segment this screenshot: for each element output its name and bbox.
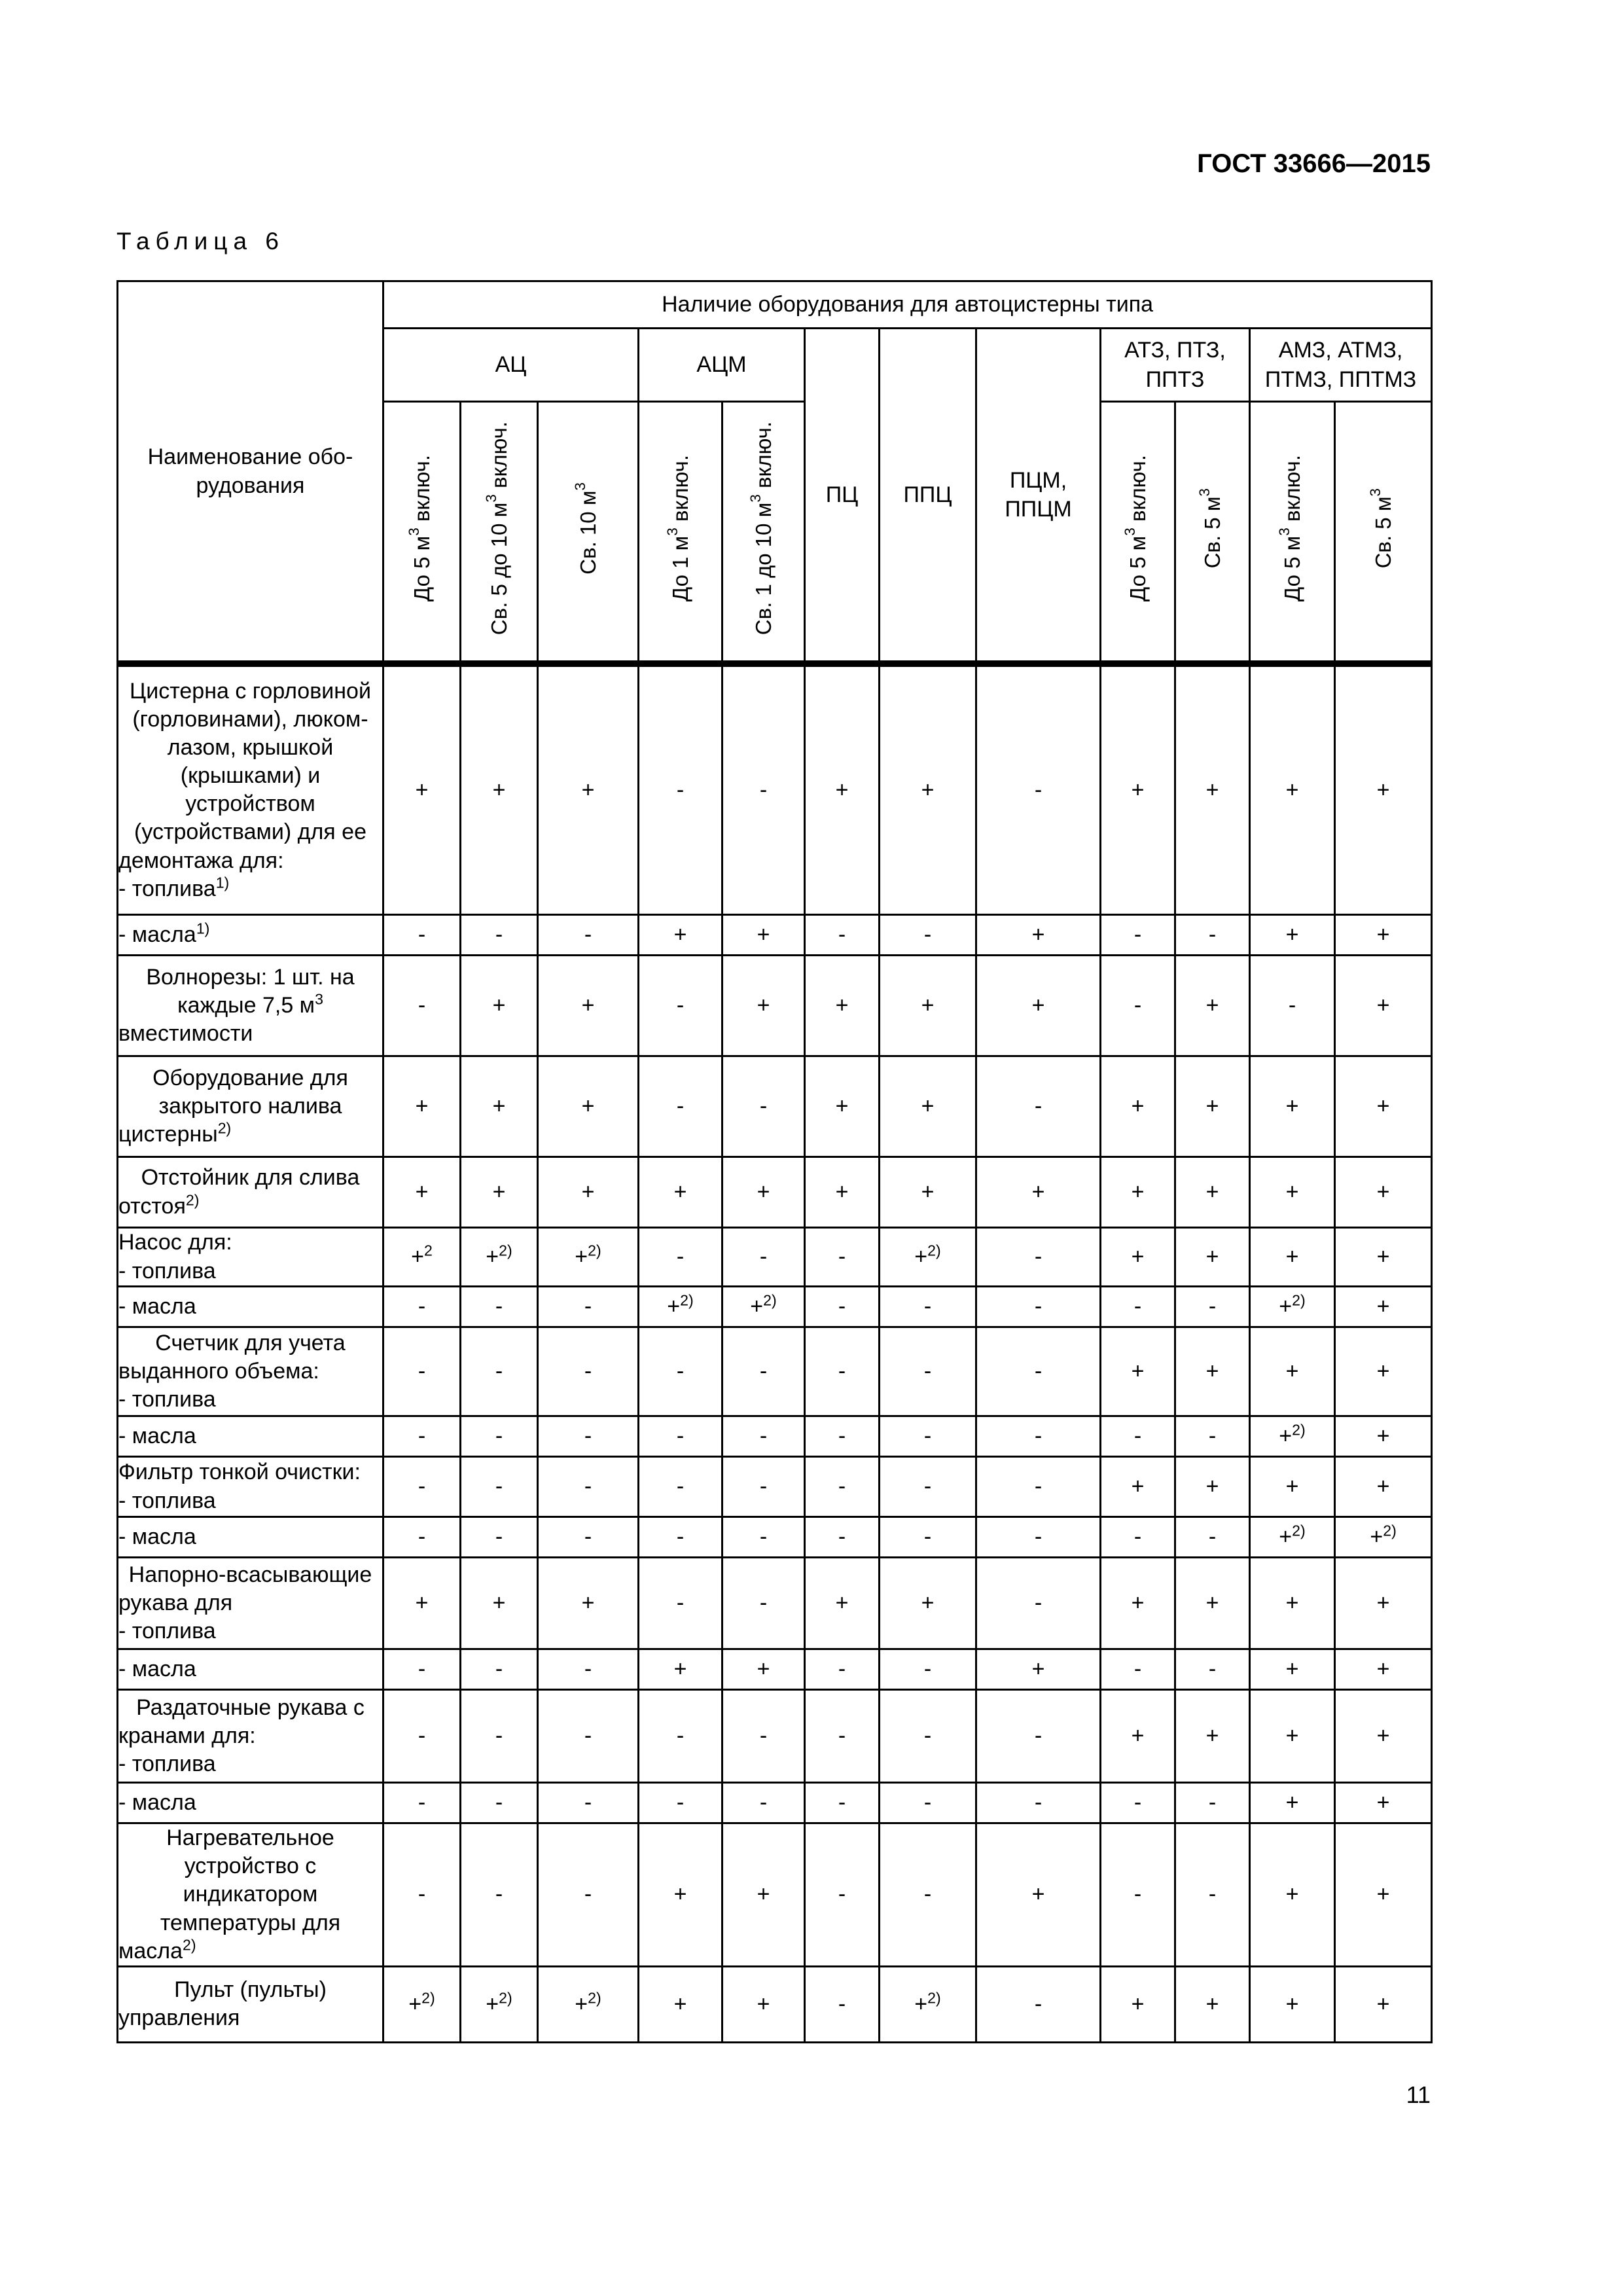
cell: +: [1335, 956, 1432, 1056]
cell: -: [722, 1517, 805, 1558]
header-group-pc: ПЦ: [805, 329, 880, 664]
cell: +$^{2)}$: [538, 1228, 639, 1287]
cell: -: [976, 1966, 1101, 2042]
cell: -: [383, 1457, 461, 1517]
cell: +: [1101, 1327, 1175, 1416]
cell: -: [1175, 1517, 1250, 1558]
cell: +: [1101, 1966, 1175, 2042]
cell: +: [805, 664, 880, 915]
cell: +$^{2)}$: [1250, 1416, 1335, 1457]
header-sub-ac-3: Св. 10 $м^3$: [538, 402, 639, 664]
cell: -: [639, 1228, 722, 1287]
cell: -: [538, 1823, 639, 1967]
cell: -: [1101, 1783, 1175, 1823]
header-equipment-name: Наименование обо-рудования: [118, 281, 383, 664]
cell: -: [461, 1823, 538, 1967]
cell: +: [1335, 1823, 1432, 1967]
cell: -: [538, 1416, 639, 1457]
cell: +: [1335, 1783, 1432, 1823]
cell: +$^{2)}$: [880, 1228, 976, 1287]
table-row: [118, 1228, 1432, 1287]
cell: -: [1175, 1416, 1250, 1457]
cell: -: [805, 1966, 880, 2042]
cell: +: [1175, 1056, 1250, 1157]
cell: -: [461, 1649, 538, 1690]
cell: +: [1175, 956, 1250, 1056]
cell: -: [1175, 1649, 1250, 1690]
cell: -: [1175, 1287, 1250, 1327]
cell: +: [1101, 1457, 1175, 1517]
cell: +: [1250, 1823, 1335, 1967]
cell: +$^{2)}$: [880, 1966, 976, 2042]
cell: -: [805, 1649, 880, 1690]
page-number: 11: [1406, 2081, 1431, 2108]
cell: +: [461, 664, 538, 915]
cell: +$^{2)}$: [538, 1966, 639, 2042]
header-sub-atz-1: До 5 $м^3$ включ.: [1101, 402, 1175, 664]
cell: -: [383, 1517, 461, 1558]
header-group-ac: АЦ: [383, 329, 639, 402]
row-name: - масла: [118, 1416, 383, 1457]
cell: -: [461, 1287, 538, 1327]
cell: +: [1175, 1228, 1250, 1287]
cell: +: [1335, 1966, 1432, 2042]
cell: -: [880, 915, 976, 956]
cell: +: [1335, 915, 1432, 956]
row-name: - масла$^{1)}$: [118, 915, 383, 956]
cell: +: [1250, 915, 1335, 956]
cell: +: [461, 956, 538, 1056]
cell: -: [538, 1287, 639, 1327]
cell: +: [1175, 1558, 1250, 1649]
cell: +: [1175, 1457, 1250, 1517]
table-row: [118, 1457, 1432, 1517]
cell: +: [1250, 1056, 1335, 1157]
cell: +: [1101, 664, 1175, 915]
row-name: Оборудование для закрытого налива цистерны$^{2)}$: [118, 1056, 383, 1157]
row-name: Насос для: - топлива: [118, 1228, 383, 1287]
cell: -: [461, 1416, 538, 1457]
cell: +: [880, 1558, 976, 1649]
cell: +: [880, 664, 976, 915]
header-group-amz: АМЗ, АТМЗ, ПТМЗ, ППТМЗ: [1250, 329, 1432, 402]
table-row: [118, 1649, 1432, 1690]
cell: -: [1101, 1823, 1175, 1967]
cell: +: [1250, 664, 1335, 915]
cell: +: [639, 1157, 722, 1228]
equipment-table: [116, 280, 1433, 2043]
cell: -: [976, 1228, 1101, 1287]
cell: -: [383, 1416, 461, 1457]
cell: -: [461, 1690, 538, 1783]
table-row: [118, 1783, 1432, 1823]
cell: +: [805, 956, 880, 1056]
cell: -: [722, 664, 805, 915]
cell: -: [805, 915, 880, 956]
cell: +: [1175, 664, 1250, 915]
cell: -: [1175, 1823, 1250, 1967]
table-row: [118, 915, 1432, 956]
cell: -: [461, 915, 538, 956]
table-row: [118, 1823, 1432, 1967]
cell: +: [1250, 1783, 1335, 1823]
cell: +: [383, 1558, 461, 1649]
cell: -: [880, 1823, 976, 1967]
cell: -: [1101, 915, 1175, 956]
cell: -: [639, 1783, 722, 1823]
cell: -: [383, 956, 461, 1056]
cell: -: [538, 1690, 639, 1783]
cell: +: [1335, 1416, 1432, 1457]
table-row: [118, 664, 1432, 915]
cell: +: [1335, 1056, 1432, 1157]
cell: +: [805, 1157, 880, 1228]
cell: -: [722, 1228, 805, 1287]
cell: -: [461, 1783, 538, 1823]
cell: +: [1250, 1558, 1335, 1649]
cell: -: [976, 1517, 1101, 1558]
header-group-ppc: ППЦ: [880, 329, 976, 664]
cell: +: [722, 1157, 805, 1228]
cell: -: [461, 1517, 538, 1558]
cell: +: [976, 1649, 1101, 1690]
cell: +: [383, 664, 461, 915]
cell: -: [639, 1327, 722, 1416]
cell: -: [880, 1327, 976, 1416]
cell: -: [805, 1517, 880, 1558]
table-row: [118, 1157, 1432, 1228]
cell: -: [639, 1690, 722, 1783]
row-name: Раздаточные рукава с кранами для: - топлива: [118, 1690, 383, 1783]
row-name: - масла: [118, 1783, 383, 1823]
header-group-acm: АЦМ: [639, 329, 805, 402]
table-row: [118, 956, 1432, 1056]
cell: -: [976, 1457, 1101, 1517]
table-row: [118, 1558, 1432, 1649]
cell: +: [538, 956, 639, 1056]
cell: +: [1335, 1287, 1432, 1327]
cell: +: [1101, 1558, 1175, 1649]
cell: -: [538, 1517, 639, 1558]
cell: +: [639, 1649, 722, 1690]
cell: +: [976, 1823, 1101, 1967]
table-row: [118, 1287, 1432, 1327]
cell: +: [461, 1056, 538, 1157]
cell: -: [722, 1783, 805, 1823]
cell: -: [1175, 915, 1250, 956]
cell: +: [639, 1823, 722, 1967]
cell: -: [722, 1457, 805, 1517]
cell: +: [1175, 1327, 1250, 1416]
cell: -: [805, 1823, 880, 1967]
cell: +: [805, 1056, 880, 1157]
cell: +: [1335, 1558, 1432, 1649]
header-sub-acm-1: До 1 $м^3$ включ.: [639, 402, 722, 664]
cell: +: [461, 1558, 538, 1649]
cell: +: [639, 915, 722, 956]
cell: -: [976, 1558, 1101, 1649]
cell: -: [538, 1649, 639, 1690]
cell: -: [880, 1416, 976, 1457]
cell: -: [722, 1327, 805, 1416]
cell: +: [722, 1823, 805, 1967]
cell: -: [722, 1056, 805, 1157]
header-sub-ac-1: До 5 $м^3$ включ.: [383, 402, 461, 664]
cell: +$^{2)}$: [461, 1228, 538, 1287]
cell: +: [1335, 1457, 1432, 1517]
cell: -: [383, 1690, 461, 1783]
cell: -: [880, 1517, 976, 1558]
cell: +$^{2)}$: [722, 1287, 805, 1327]
cell: +: [538, 1558, 639, 1649]
cell: -: [976, 664, 1101, 915]
cell: +: [538, 664, 639, 915]
cell: -: [639, 956, 722, 1056]
cell: -: [880, 1287, 976, 1327]
cell: +$^{2)}$: [461, 1966, 538, 2042]
cell: -: [1101, 956, 1175, 1056]
cell: +: [880, 956, 976, 1056]
cell: -: [805, 1457, 880, 1517]
cell: -: [722, 1558, 805, 1649]
cell: -: [1175, 1783, 1250, 1823]
cell: -: [639, 1457, 722, 1517]
cell: -: [639, 1517, 722, 1558]
cell: +: [1250, 1157, 1335, 1228]
cell: +$^{2)}$: [383, 1966, 461, 2042]
cell: +: [1175, 1690, 1250, 1783]
table-row: [118, 1056, 1432, 1157]
cell: -: [461, 1327, 538, 1416]
row-name: Фильтр тонкой очистки: - топлива: [118, 1457, 383, 1517]
cell: +: [1335, 1157, 1432, 1228]
cell: -: [805, 1327, 880, 1416]
cell: +: [976, 915, 1101, 956]
cell: +$^{2)}$: [1335, 1517, 1432, 1558]
header-sub-amz-2: Св. 5 $м^3$: [1335, 402, 1432, 664]
cell: +: [1335, 1327, 1432, 1416]
cell: +$^{2)}$: [639, 1287, 722, 1327]
cell: -: [976, 1690, 1101, 1783]
cell: +$^2$: [383, 1228, 461, 1287]
cell: -: [880, 1690, 976, 1783]
cell: +: [1335, 1690, 1432, 1783]
cell: +: [639, 1966, 722, 2042]
cell: -: [1250, 956, 1335, 1056]
cell: +: [383, 1056, 461, 1157]
cell: -: [805, 1690, 880, 1783]
cell: +: [1175, 1966, 1250, 2042]
row-name: - масла: [118, 1287, 383, 1327]
cell: -: [722, 1690, 805, 1783]
standard-designation: ГОСТ 33666—2015: [1197, 149, 1431, 178]
row-name: Счетчик для учета выданного объема: - топлива: [118, 1327, 383, 1416]
cell: +: [461, 1157, 538, 1228]
cell: +: [1250, 1228, 1335, 1287]
cell: +: [1250, 1457, 1335, 1517]
cell: -: [639, 664, 722, 915]
cell: -: [722, 1416, 805, 1457]
table-row: [118, 1327, 1432, 1416]
header-sub-ac-2: Св. 5 до 10 $м^3$ включ.: [461, 402, 538, 664]
cell: -: [805, 1287, 880, 1327]
cell: -: [639, 1558, 722, 1649]
cell: -: [383, 1823, 461, 1967]
header-sub-atz-2: Св. 5 $м^3$: [1175, 402, 1250, 664]
cell: +: [1250, 1690, 1335, 1783]
cell: -: [1101, 1649, 1175, 1690]
cell: +: [976, 956, 1101, 1056]
cell: -: [639, 1056, 722, 1157]
cell: -: [880, 1457, 976, 1517]
table-row: [118, 1416, 1432, 1457]
cell: -: [976, 1416, 1101, 1457]
cell: +: [383, 1157, 461, 1228]
header-sub-amz-1: До 5 $м^3$ включ.: [1250, 402, 1335, 664]
cell: +: [1250, 1966, 1335, 2042]
cell: +$^{2)}$: [1250, 1287, 1335, 1327]
cell: -: [383, 1287, 461, 1327]
cell: +: [1250, 1649, 1335, 1690]
cell: +: [805, 1558, 880, 1649]
cell: -: [538, 915, 639, 956]
table-row: [118, 1517, 1432, 1558]
cell: +: [1101, 1056, 1175, 1157]
row-name: - масла: [118, 1649, 383, 1690]
cell: -: [805, 1228, 880, 1287]
cell: +: [538, 1056, 639, 1157]
cell: -: [383, 1649, 461, 1690]
header-group-atz: АТЗ, ПТЗ, ППТЗ: [1101, 329, 1250, 402]
cell: +: [1101, 1157, 1175, 1228]
table-row: [118, 1690, 1432, 1783]
cell: +: [1101, 1228, 1175, 1287]
cell: -: [976, 1327, 1101, 1416]
cell: +: [722, 1649, 805, 1690]
cell: +: [976, 1157, 1101, 1228]
cell: +: [1175, 1157, 1250, 1228]
cell: -: [976, 1287, 1101, 1327]
cell: +: [722, 956, 805, 1056]
cell: -: [976, 1056, 1101, 1157]
cell: -: [880, 1783, 976, 1823]
table-row: [118, 1966, 1432, 2042]
table-caption: Таблица 6: [116, 228, 285, 255]
header-sub-acm-2: Св. 1 до 10 $м^3$ включ.: [722, 402, 805, 664]
cell: -: [880, 1649, 976, 1690]
cell: -: [461, 1457, 538, 1517]
cell: -: [538, 1457, 639, 1517]
row-name: Напорно-всасывающие рукава для - топлива: [118, 1558, 383, 1649]
cell: -: [1101, 1287, 1175, 1327]
row-name: Волнорезы: 1 шт. на каждые 7,5 $м^3$ вместимости: [118, 956, 383, 1056]
cell: -: [383, 1327, 461, 1416]
cell: +: [1335, 1649, 1432, 1690]
cell: -: [1101, 1416, 1175, 1457]
cell: +: [880, 1056, 976, 1157]
cell: -: [383, 1783, 461, 1823]
cell: +: [1335, 1228, 1432, 1287]
row-name: Отстойник для слива отстоя$^{2)}$: [118, 1157, 383, 1228]
cell: +: [1335, 664, 1432, 915]
cell: +: [538, 1157, 639, 1228]
cell: -: [538, 1783, 639, 1823]
cell: +: [1250, 1327, 1335, 1416]
cell: -: [976, 1783, 1101, 1823]
cell: +: [880, 1157, 976, 1228]
cell: -: [538, 1327, 639, 1416]
cell: -: [805, 1783, 880, 1823]
row-name: - масла: [118, 1517, 383, 1558]
cell: -: [1101, 1517, 1175, 1558]
cell: +: [1101, 1690, 1175, 1783]
row-name: Цистерна с горловиной (горловинами), люком-лазом, крышкой (крышками) и устройством (устройствами) для ее демонтажа для: - топлива$^{1)}$: [118, 664, 383, 915]
cell: +: [722, 1966, 805, 2042]
cell: +: [722, 915, 805, 956]
cell: +$^{2)}$: [1250, 1517, 1335, 1558]
row-name: Нагревательное устройство с индикатором температуры для масла$^{2)}$: [118, 1823, 383, 1967]
cell: -: [383, 915, 461, 956]
cell: -: [805, 1416, 880, 1457]
row-name: Пульт (пульты) управления: [118, 1966, 383, 2042]
header-availability: Наличие оборудования для автоцистерны типа: [383, 281, 1432, 329]
cell: -: [639, 1416, 722, 1457]
header-group-pcm: ПЦМ, ППЦМ: [976, 329, 1101, 664]
